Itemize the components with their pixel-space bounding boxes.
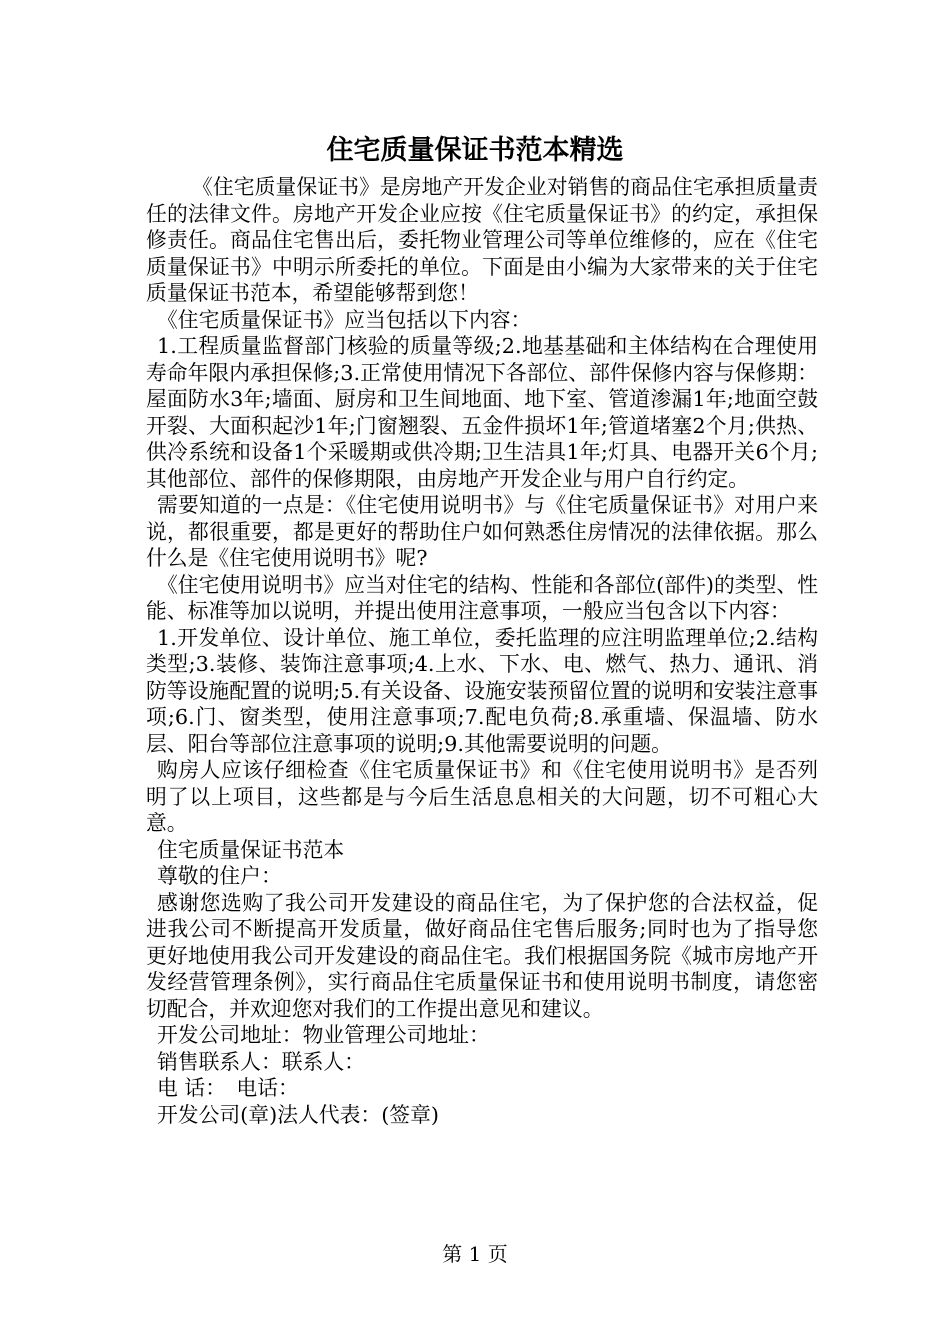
manual-contents-heading: 《住宅使用说明书》应当对住宅的结构、性能和各部位(部件)的类型、性能、标准等加以说明，并提出使用注意事项，一般应当包含以下内容： (146, 572, 818, 623)
phone-line: 电 话： 电话： (157, 1076, 299, 1100)
manual-contents-list: 1.开发单位、设计单位、施工单位，委托监理的应注明监理单位;2.结构类型;3.装修、装饰注意事项;4.上水、下水、电、燃气、热力、通讯、消防等设施配置的说明;5.有关设备、设施安装预留位置的说明和安装注意事项;6.门、窗类型，使用注意事项;7.配电负荷;8.承重墙、保温墙、防水层、阳台等部位注意事项的说明;9.其他需要说明的问题。 (146, 625, 818, 756)
contact-line: 销售联系人：联系人： (157, 1049, 365, 1074)
letter-body: 感谢您选购了我公司开发建设的商品住宅，为了保护您的合法权益，促进我公司不断提高开发质量，做好商品住宅售后服务;同时也为了指导您更好地使用我公司开发建设的商品住宅。我们根据国务院《城市房地产开发经营管理条例》，实行商品住宅质量保证书和使用说明书制度，请您密切配合，并欢迎您对我们的工作提出意见和建议。 (146, 890, 818, 1021)
document-body (146, 174, 818, 1128)
guarantee-contents-list: 1.工程质量监督部门核验的质量等级;2.地基基础和主体结构在合理使用寿命年限内承担保修;3.正常使用情况下各部位、部件保修内容与保修期：屋面防水3年;墙面、厨房和卫生间地面、地下室、管道渗漏1年;地面空鼓开裂、大面积起沙1年;门窗翘裂、五金件损坏1年;管道堵塞2个月;供热、供冷系统和设备1个采暖期或供冷期;卫生洁具1年;灯具、电器开关6个月;其他部位、部件的保修期限，由房地产开发企业与用户自行约定。 (146, 334, 818, 491)
buyer-advice-paragraph: 购房人应该仔细检查《住宅质量保证书》和《住宅使用说明书》是否列明了以上项目，这些都是与今后生活息息相关的大问题，切不可粗心大意。 (146, 758, 818, 835)
template-heading: 住宅质量保证书范本 (157, 837, 345, 862)
signature-line: 开发公司(章)法人代表：(签章) (157, 1102, 440, 1127)
intro-paragraph: 《住宅质量保证书》是房地产开发企业对销售的商品住宅承担质量责任的法律文件。房地产开发企业应按《住宅质量保证书》的约定，承担保修责任。商品住宅售出后，委托物业管理公司等单位维修的，应在《住宅质量保证书》中明示所委托的单位。下面是由小编为大家带来的关于住宅质量保证书范本，希望能够帮到您！ (146, 175, 818, 305)
document-title: 住宅质量保证书范本精选 (326, 135, 624, 166)
salutation: 尊敬的住户： (157, 864, 282, 888)
guarantee-contents-heading: 《住宅质量保证书》应当包括以下内容： (157, 307, 532, 332)
address-line: 开发公司地址：物业管理公司地址： (157, 1023, 490, 1047)
note-paragraph: 需要知道的一点是：《住宅使用说明书》与《住宅质量保证书》对用户来说，都很重要，都是更好的帮助住户如何熟悉住房情况的法律依据。那么什么是《住宅使用说明书》呢? (146, 493, 818, 570)
page-number: 第 1 页 (442, 1242, 508, 1266)
